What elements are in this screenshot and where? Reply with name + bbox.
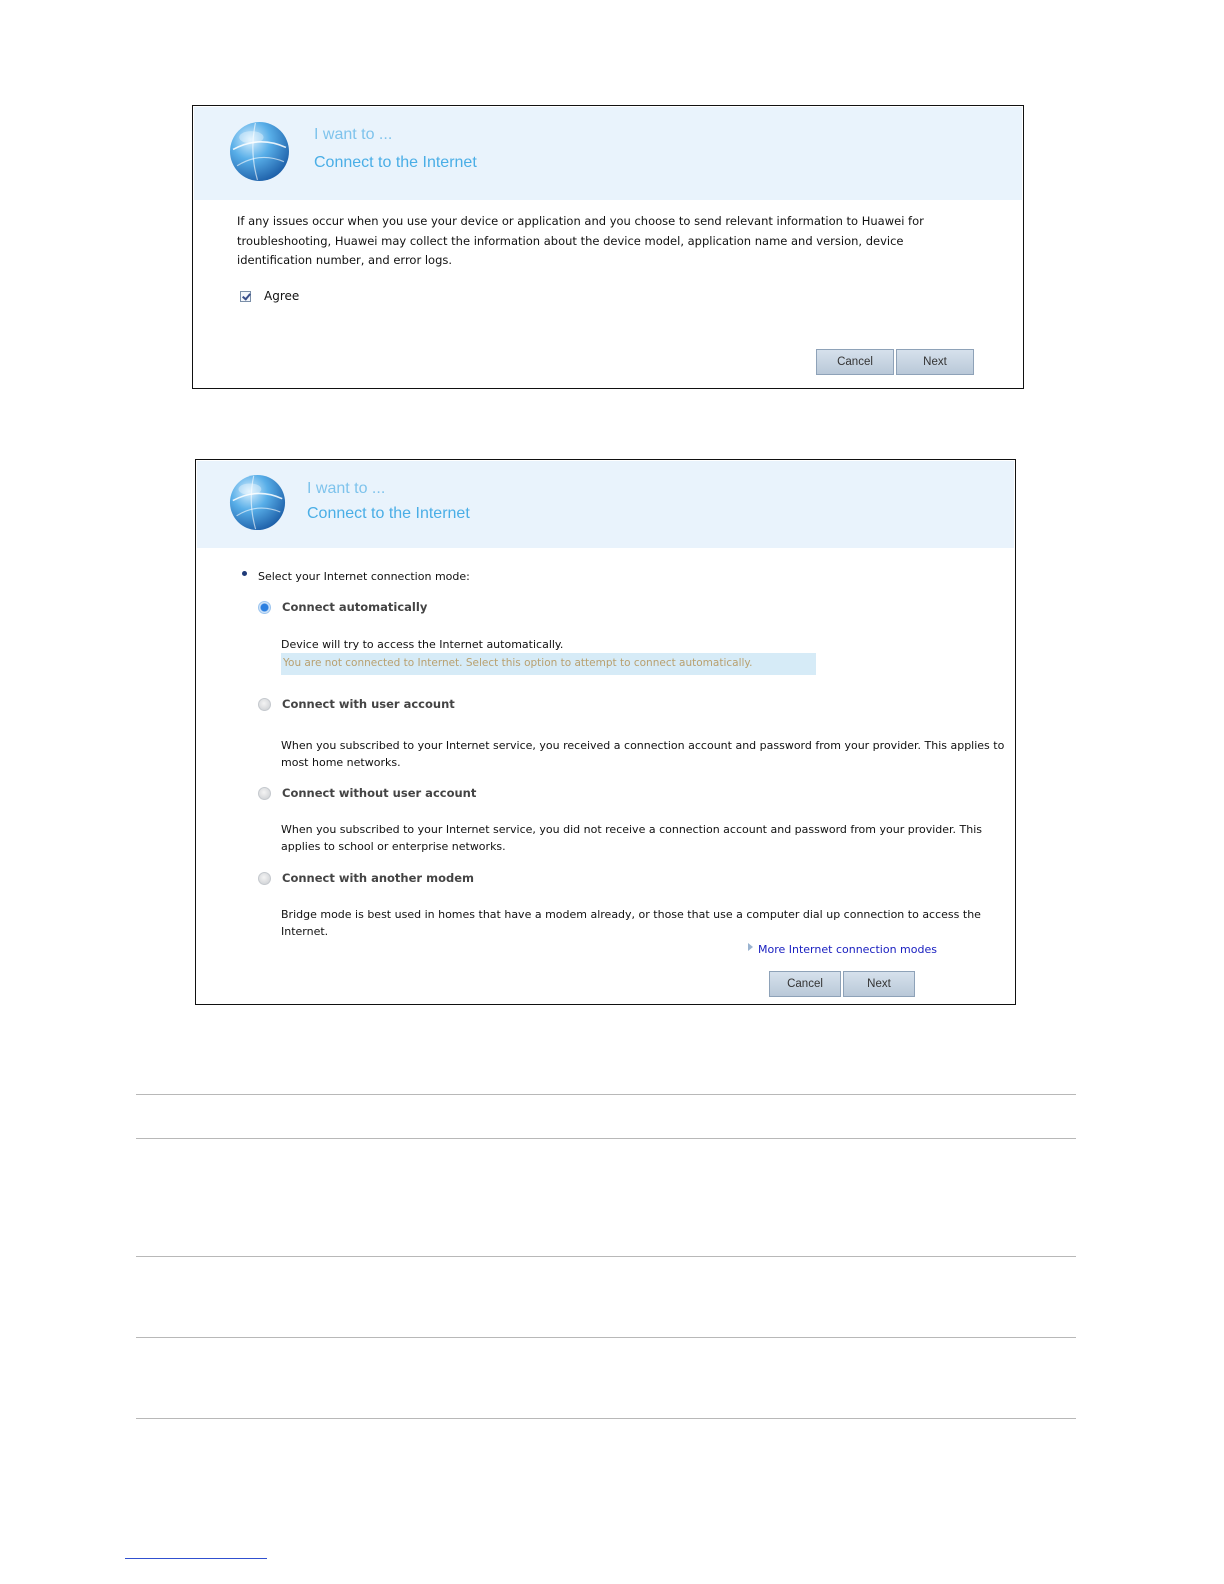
agree-checkbox[interactable]: [240, 291, 251, 302]
option-label[interactable]: Connect with user account: [282, 697, 455, 711]
expand-arrow-icon: [748, 943, 753, 951]
header-prompt: I want to ...: [307, 480, 386, 497]
globe-icon: [229, 121, 290, 182]
radio-connect-without-user-account[interactable]: [258, 787, 271, 800]
table-rule: [136, 1094, 1076, 1095]
next-button[interactable]: Next: [896, 349, 974, 375]
table-rule: [136, 1138, 1076, 1139]
table-rule: [136, 1256, 1076, 1257]
mode-prompt: [242, 570, 470, 583]
globe-icon: [229, 474, 286, 531]
option-connect-with-another-modem[interactable]: [258, 871, 474, 885]
agree-row[interactable]: [240, 289, 299, 303]
status-hint: You are not connected to Internet. Select this option to attempt to connect automatically.: [281, 653, 816, 675]
option-connect-with-user-account[interactable]: [258, 697, 455, 711]
option-label[interactable]: Connect automatically: [282, 600, 428, 614]
dialog-header: [194, 107, 1022, 200]
more-modes-text[interactable]: More Internet connection modes: [758, 943, 937, 956]
dialog-header: [197, 461, 1014, 548]
option-label[interactable]: Connect without user account: [282, 786, 477, 800]
option-connect-automatically[interactable]: [258, 600, 427, 614]
header-title: Connect to the Internet: [307, 505, 470, 522]
more-modes-link[interactable]: [748, 943, 937, 956]
next-button[interactable]: Next: [843, 971, 915, 997]
dialog-actions: [816, 349, 976, 375]
option-description: When you subscribed to your Internet service, you received a connection account and password from your provider. This applies to most home networks.: [281, 739, 1005, 769]
mode-prompt-text: Select your Internet connection mode:: [258, 570, 470, 583]
cancel-button[interactable]: Cancel: [769, 971, 841, 997]
radio-connect-with-another-modem[interactable]: [258, 872, 271, 885]
agree-label[interactable]: Agree: [264, 289, 300, 303]
header-title: Connect to the Internet: [314, 154, 477, 171]
table-rule: [136, 1337, 1076, 1338]
privacy-notice: If any issues occur when you use your device or application and you choose to send relevant information to Huawei for troubleshooting, Huawei may collect the information about the device model, application name and version, device identification number, and error logs.: [237, 214, 924, 267]
table-rule: [136, 1418, 1076, 1419]
option-description: Device will try to access the Internet automatically.: [281, 638, 564, 651]
consent-dialog: [192, 105, 1024, 389]
option-description: Bridge mode is best used in homes that have a modem already, or those that use a computer dial up connection to access the Internet.: [281, 908, 981, 938]
option-connect-without-user-account[interactable]: [258, 786, 476, 800]
cancel-button[interactable]: Cancel: [816, 349, 894, 375]
radio-connect-automatically[interactable]: [258, 601, 271, 614]
header-prompt: I want to ...: [314, 126, 393, 143]
radio-connect-with-user-account[interactable]: [258, 698, 271, 711]
option-label[interactable]: Connect with another modem: [282, 871, 474, 885]
footnote-rule: [125, 1558, 267, 1559]
connection-mode-dialog: [195, 459, 1016, 1005]
option-description: When you subscribed to your Internet service, you did not receive a connection account and password from your provider. This applies to school or enterprise networks.: [281, 823, 983, 853]
dialog-actions: [769, 971, 917, 997]
bullet-icon: [242, 571, 247, 576]
